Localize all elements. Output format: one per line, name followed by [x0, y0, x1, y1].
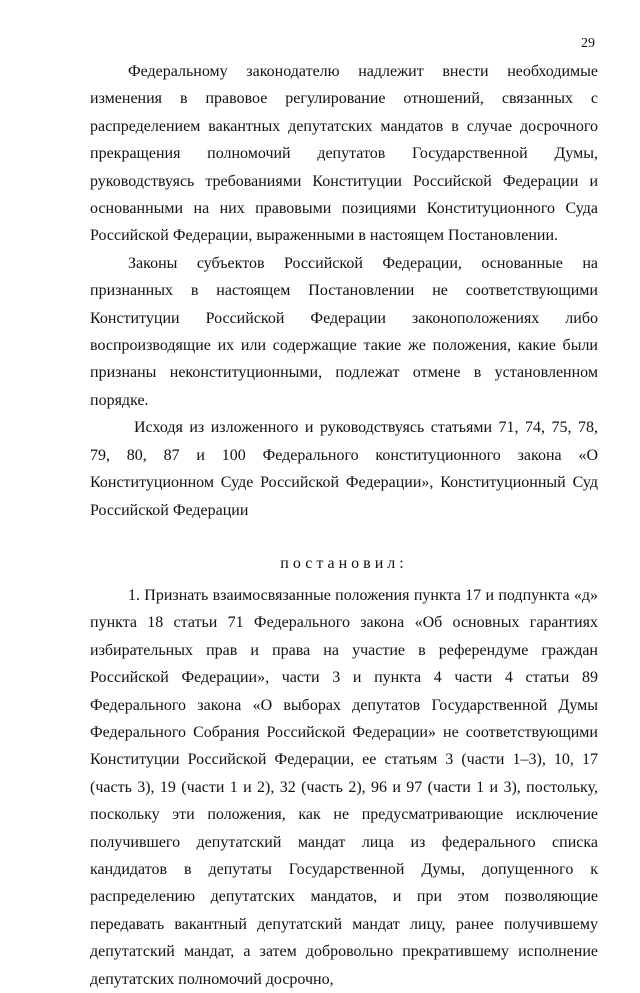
- page-number: 29: [581, 36, 595, 51]
- paragraph-legislator-duty: Федеральному законодателю надлежит внести необходимые изменения в правовое регулирование отношений, связанных с распределением вакантных депутатских мандатов в случае досрочного прекращения полномочий депутатов Государственной Думы, руководствуясь требованиями Конституции Российской Федерации и основанными на них правовыми позициями Конституционного Суда Российской Федерации, выраженными в настоящем Постановлении.: [90, 63, 598, 245]
- paragraph-legal-basis: Исходя из изложенного и руководствуясь статьями 71, 74, 75, 78, 79, 80, 87 и 100 Федерального конституционного закона «О Конституционном Суде Российской Федерации», Конституционный Суд Российской Федерации: [90, 419, 598, 519]
- document-body: [90, 58, 598, 993]
- decision-heading: постановил:: [280, 554, 408, 572]
- resolution-point-1: 1. Признать взаимосвязанные положения пункта 17 и подпункта «д» пункта 18 статьи 71 Федерального закона «Об основных гарантиях избирательных прав и права на участие в референдуме граждан Российской Федерации», части 3 и пункта 4 части 4 статьи 89 Федерального закона «О выборах депутатов Государственной Думы Федерального Собрания Российской Федерации» не соответствующими Конституции Российской Федерации, ее статьям 3 (части 1–3), 10, 17 (часть 3), 19 (части 1 и 2), 32 (часть 2), 96 и 97 (части 1 и 3), постольку, поскольку эти положения, как не предусматривающие исключение получившего депутатский мандат лица из федерального списка кандидатов в депутаты Государственной Думы, допущенного к распределению депутатских мандатов, и при этом позволяющие передавать вакантный депутатский мандат лицу, ранее получившему депутатский мандат, а затем добровольно прекратившему исполнение депутатских полномочий досрочно,: [90, 586, 598, 988]
- paragraph-regional-laws: Законы субъектов Российской Федерации, основанные на признанных в настоящем Постановлении не соответствующими Конституции Российской Федерации законоположениях либо воспроизводящие их или содержащие такие же положения, какие были признаны неконституционными, подлежат отмене в установленном порядке.: [90, 254, 598, 409]
